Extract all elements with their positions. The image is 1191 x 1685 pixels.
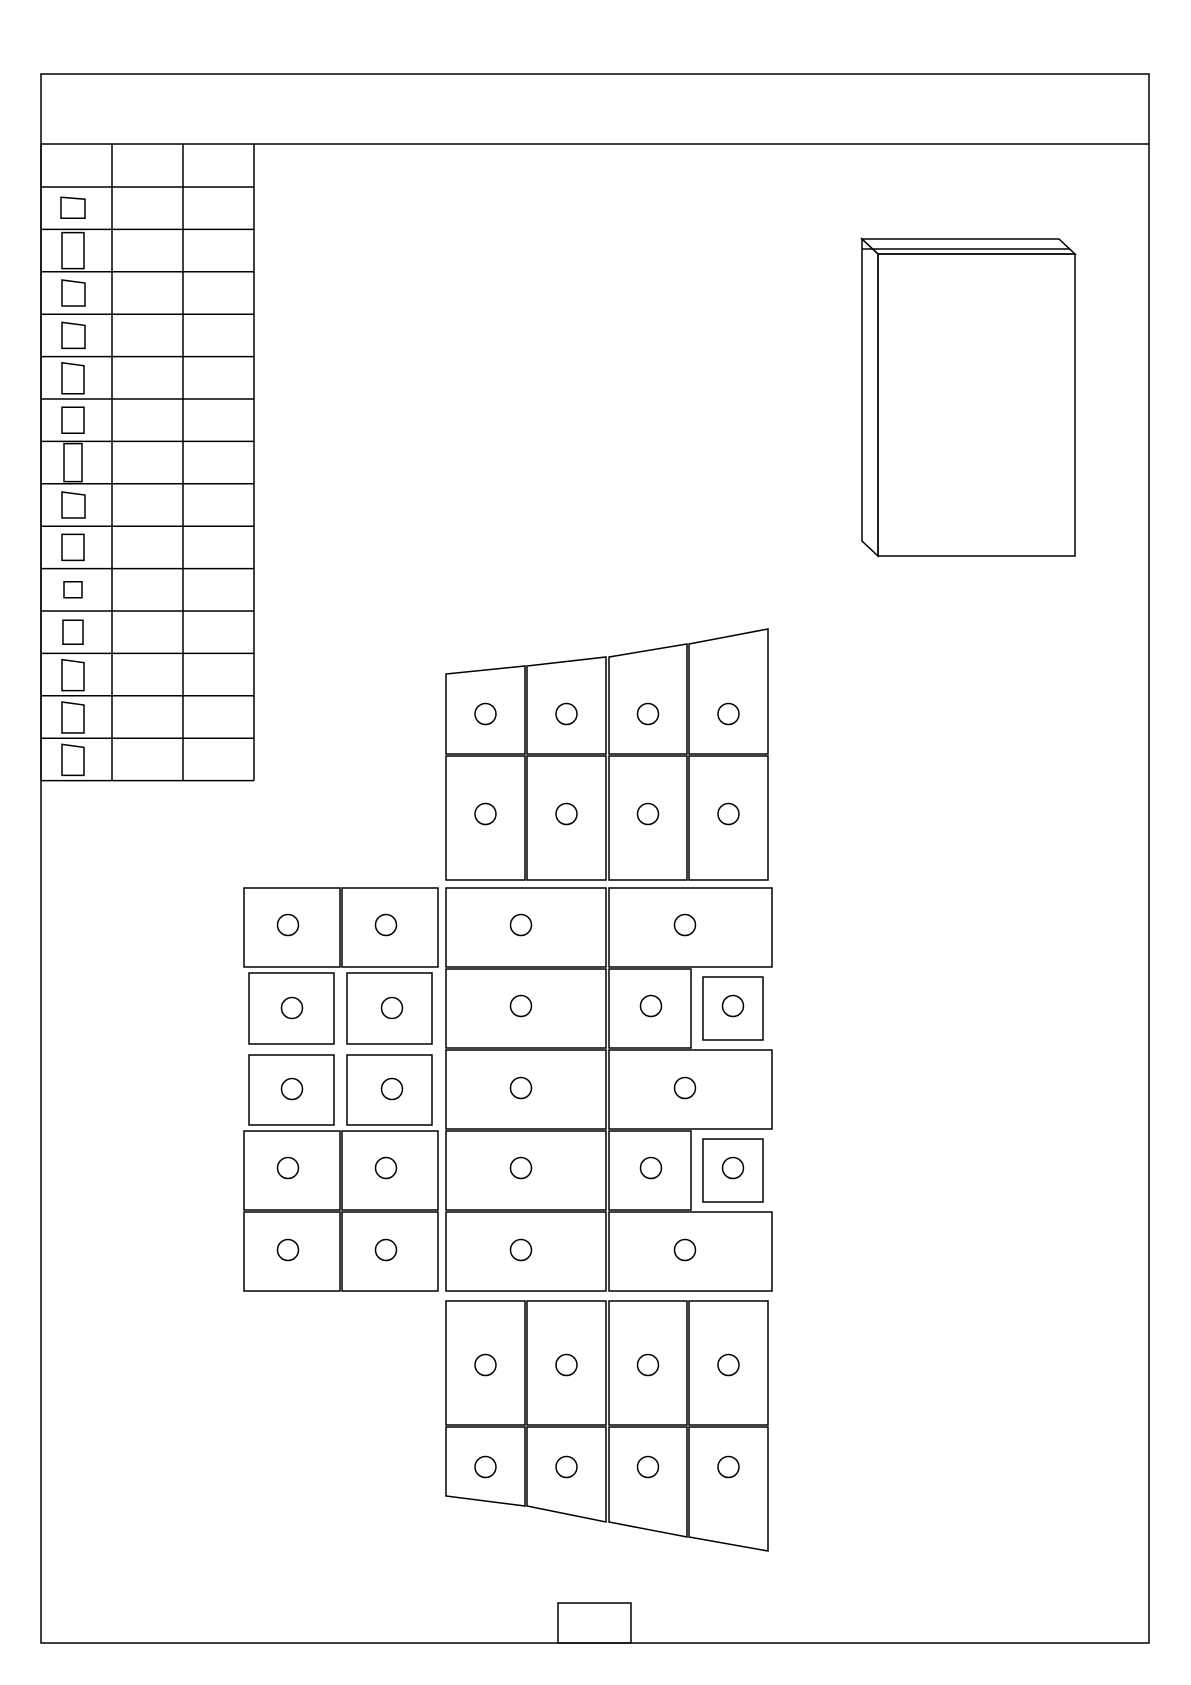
fuse-slot-icon	[376, 915, 397, 936]
fuse-slot	[446, 1301, 525, 1425]
fuse-slot-icon	[718, 804, 739, 825]
fuse-slot	[446, 1050, 606, 1129]
fuse-slot	[527, 1427, 606, 1522]
fuse-slot	[609, 1131, 691, 1210]
slanted-square-cell-icon	[62, 322, 85, 348]
fuse-slot	[446, 756, 525, 880]
slanted-square-cell-icon	[62, 492, 85, 518]
fuse-slot	[446, 888, 606, 967]
sheet-border	[41, 74, 1149, 1643]
fuse-slot	[609, 1301, 687, 1425]
fuse-slot-icon	[475, 804, 496, 825]
fuse-slot	[249, 973, 334, 1044]
fuse-slot	[689, 756, 768, 880]
slanted-rectangle-cell-icon	[62, 363, 84, 394]
fuse-slot	[609, 644, 687, 754]
fuse-slot-icon	[511, 996, 532, 1017]
box-3d-icon	[862, 239, 1075, 556]
fuse-slot-icon	[723, 996, 744, 1017]
square-cell-icon	[62, 407, 84, 433]
fuse-slot-icon	[638, 1355, 659, 1376]
fuse-slot	[446, 1212, 606, 1291]
fuse-slot-icon	[282, 1079, 303, 1100]
small-square-cell-icon	[64, 582, 82, 598]
fuse-slot	[446, 666, 525, 754]
fuse-slot	[609, 969, 691, 1048]
fuse-slot	[347, 973, 432, 1044]
fuse-slot-icon	[511, 915, 532, 936]
fuse-slot-icon	[278, 1158, 299, 1179]
fuse-slot	[446, 969, 606, 1048]
fuse-slot	[244, 1131, 340, 1210]
fuse-slot	[342, 888, 438, 967]
fuse-slot	[609, 1212, 772, 1291]
fuse-slot	[446, 1131, 606, 1210]
slanted-rectangle-cell-icon	[62, 744, 84, 775]
fuse-slot-icon	[475, 1457, 496, 1478]
fuse-slot-icon	[511, 1240, 532, 1261]
fuse-slot	[244, 888, 340, 967]
fuse-slot-icon	[376, 1158, 397, 1179]
fuse-slot-icon	[511, 1158, 532, 1179]
tall-rectangle-cell-icon	[62, 233, 84, 269]
trapezoid-cell-icon	[61, 197, 85, 218]
fuse-slot	[342, 1131, 438, 1210]
fuse-slot-icon	[718, 704, 739, 725]
page-number-box	[558, 1603, 631, 1643]
fuse-slot	[609, 1427, 687, 1537]
fuse-slot-icon	[382, 998, 403, 1019]
fuse-slot	[527, 657, 606, 754]
fuse-slot	[609, 756, 687, 880]
fuse-slot-icon	[638, 704, 659, 725]
fuse-slot-icon	[556, 1457, 577, 1478]
fuse-slot	[244, 1212, 340, 1291]
small-rectangle-cell-icon	[63, 620, 83, 644]
fuse-slot	[342, 1212, 438, 1291]
fuse-slot-icon	[641, 1158, 662, 1179]
fuse-slot	[347, 1055, 432, 1125]
fuse-slot	[446, 1427, 525, 1506]
fuse-slot-icon	[675, 915, 696, 936]
fuse-slot-icon	[511, 1078, 532, 1099]
fuse-slot	[527, 756, 606, 880]
fuse-slot-icon	[278, 915, 299, 936]
fuse-slot-icon	[282, 998, 303, 1019]
fuse-slot-icon	[278, 1240, 299, 1261]
fuse-slot-icon	[475, 704, 496, 725]
fuse-slot-icon	[675, 1240, 696, 1261]
narrow-rectangle-cell-icon	[64, 444, 82, 482]
fuse-slot-icon	[641, 996, 662, 1017]
legend-table	[41, 144, 254, 781]
fuse-slot-icon	[556, 804, 577, 825]
slanted-rectangle-cell-icon	[62, 660, 84, 691]
fuse-slot	[703, 1139, 763, 1202]
fuse-slot-icon	[475, 1355, 496, 1376]
fuse-slot-icon	[638, 804, 659, 825]
square-cell-icon	[62, 534, 84, 560]
fuse-slot	[609, 888, 772, 967]
fuse-slot-icon	[675, 1078, 696, 1099]
fuse-slot-icon	[718, 1355, 739, 1376]
fuse-slot	[689, 629, 768, 754]
fuse-slot	[703, 977, 763, 1040]
fuse-slot-icon	[718, 1457, 739, 1478]
fuse-slot	[527, 1301, 606, 1425]
fuse-slot-icon	[723, 1158, 744, 1179]
fuse-slot	[609, 1050, 772, 1129]
fuse-slot-icon	[556, 1355, 577, 1376]
fuse-slot	[689, 1301, 768, 1425]
fuse-slot	[249, 1055, 334, 1125]
fuse-panel	[244, 629, 772, 1551]
fuse-slot-icon	[556, 704, 577, 725]
fuse-slot-icon	[638, 1457, 659, 1478]
legend-content	[61, 197, 85, 775]
slanted-rectangle-cell-icon	[62, 702, 84, 733]
fuse-slot-icon	[382, 1079, 403, 1100]
fuse-slot	[689, 1427, 768, 1551]
fuse-slot-icon	[376, 1240, 397, 1261]
slanted-square-cell-icon	[62, 280, 85, 306]
